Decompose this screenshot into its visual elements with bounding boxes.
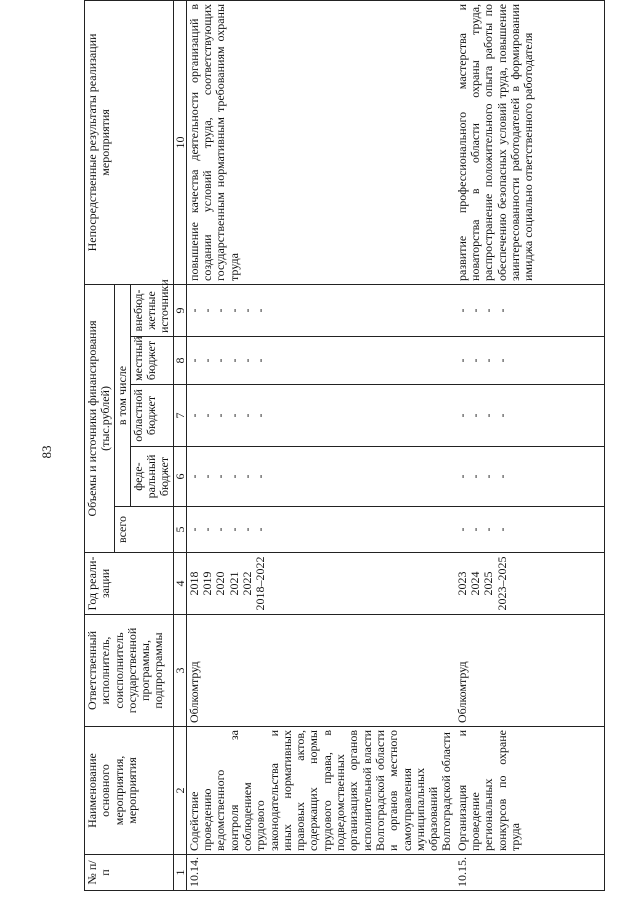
amount-value: - bbox=[494, 413, 509, 418]
amount-value: - bbox=[481, 527, 496, 532]
amount-value: - bbox=[186, 413, 201, 418]
col-number: 7 bbox=[173, 385, 186, 447]
amount-value: - bbox=[239, 527, 254, 532]
amount-value: - bbox=[494, 358, 509, 363]
amount-value: - bbox=[186, 358, 201, 363]
amount-value: - bbox=[454, 308, 469, 313]
header-local: местный бюджет bbox=[130, 337, 173, 385]
header-result: Непосредственные результаты реализации мероприятия bbox=[85, 0, 174, 284]
amount-value: - bbox=[494, 527, 509, 532]
amount-value: - bbox=[239, 474, 254, 479]
amount-value: - bbox=[226, 308, 241, 313]
amount-value: - bbox=[239, 413, 254, 418]
amount-value: - bbox=[253, 308, 268, 313]
extrabudget-cell bbox=[186, 284, 454, 336]
amount-value: - bbox=[454, 358, 469, 363]
year-value: 2022 bbox=[239, 571, 254, 596]
header-federal: феде-ральный бюджет bbox=[130, 447, 173, 507]
amount-value: - bbox=[186, 308, 201, 313]
local-cell bbox=[186, 337, 454, 385]
amount-value: - bbox=[454, 527, 469, 532]
amount-value: - bbox=[186, 474, 201, 479]
amount-value: - bbox=[253, 527, 268, 532]
total-cell bbox=[186, 507, 454, 553]
year-value: 2018 bbox=[186, 571, 201, 596]
amount-value: - bbox=[454, 413, 469, 418]
col-number: 8 bbox=[173, 337, 186, 385]
col-number: 6 bbox=[173, 447, 186, 507]
amount-value: - bbox=[200, 358, 215, 363]
activity-name: Содействие проведению ведомственного контроля за соблюдением трудового законодательства и иных нормативных правовых актов, содержащих нормы трудового права, в подведомственных организациях органов исполнительной власти Волгоградской области и органов местного самоуправления муниципальных образований Волгоградской области bbox=[186, 727, 454, 855]
amount-value: - bbox=[481, 413, 496, 418]
amount-value: - bbox=[226, 413, 241, 418]
header-total: всего bbox=[114, 507, 173, 553]
header-executor: Ответственный исполнитель, соисполнитель государственной программы, подпрограммы bbox=[85, 615, 174, 727]
amount-value: - bbox=[481, 358, 496, 363]
amount-value: - bbox=[494, 474, 509, 479]
rotated-table-page bbox=[84, 1, 560, 891]
amount-value: - bbox=[468, 527, 483, 532]
table-row bbox=[455, 0, 605, 890]
amount-value: - bbox=[200, 474, 215, 479]
expected-result: повышение качества деятельности организаций в создании условий труда, соответствующих государственным нормативным требованиям охраны труда bbox=[186, 0, 454, 284]
amount-value: - bbox=[468, 474, 483, 479]
amount-value: - bbox=[253, 358, 268, 363]
col-number: 1 bbox=[173, 855, 186, 891]
amount-value: - bbox=[253, 474, 268, 479]
amount-value: - bbox=[213, 474, 228, 479]
year-value: 2023–2025 bbox=[494, 556, 509, 611]
amount-value: - bbox=[213, 413, 228, 418]
col-number: 10 bbox=[173, 0, 186, 284]
executor: Облкомтруд bbox=[186, 615, 454, 727]
col-number: 2 bbox=[173, 727, 186, 855]
col-number: 9 bbox=[173, 284, 186, 336]
amount-value: - bbox=[468, 413, 483, 418]
amount-value: - bbox=[239, 358, 254, 363]
amount-value: - bbox=[186, 527, 201, 532]
amount-value: - bbox=[239, 308, 254, 313]
col-number: 3 bbox=[173, 615, 186, 727]
page-number: 83 bbox=[39, 445, 54, 459]
header-year: Год реали-зации bbox=[85, 553, 174, 615]
col-number: 5 bbox=[173, 507, 186, 553]
amount-value: - bbox=[253, 413, 268, 418]
year-value: 2021 bbox=[226, 571, 241, 596]
row-number: 10.14. bbox=[186, 855, 454, 891]
amount-value: - bbox=[481, 474, 496, 479]
expected-result: развитие профессионального мастерства и новаторства в области охраны труда, распространение положительного опыта работы по обеспечению безопасных условий труда, повышение заинтересованности работодателей в формировании имиджа социально ответственного работодателя bbox=[455, 0, 605, 284]
extrabudget-cell bbox=[455, 284, 605, 336]
header-name: Наименование основного мероприятия, мероприятия bbox=[85, 727, 174, 855]
col-number: 4 bbox=[173, 553, 186, 615]
amount-value: - bbox=[226, 527, 241, 532]
federal-cell bbox=[455, 447, 605, 507]
header-num: № п/п bbox=[85, 855, 174, 891]
header-including: в том числе bbox=[114, 284, 130, 506]
year-value: 2025 bbox=[481, 571, 496, 596]
regional-cell bbox=[455, 385, 605, 447]
amount-value: - bbox=[200, 527, 215, 532]
years-cell bbox=[455, 553, 605, 615]
amount-value: - bbox=[226, 358, 241, 363]
amount-value: - bbox=[468, 308, 483, 313]
table-row bbox=[186, 0, 454, 890]
row-number: 10.15. bbox=[455, 855, 605, 891]
federal-cell bbox=[186, 447, 454, 507]
year-value: 2018–2022 bbox=[253, 556, 268, 611]
amount-value: - bbox=[200, 413, 215, 418]
amount-value: - bbox=[213, 527, 228, 532]
amount-value: - bbox=[454, 474, 469, 479]
amount-value: - bbox=[200, 308, 215, 313]
year-value: 2020 bbox=[213, 571, 228, 596]
regional-cell bbox=[186, 385, 454, 447]
local-cell bbox=[455, 337, 605, 385]
executor: Облкомтруд bbox=[455, 615, 605, 727]
amount-value: - bbox=[213, 358, 228, 363]
total-cell bbox=[455, 507, 605, 553]
activity-name: Организация и проведение региональных конкурсов по охране труда bbox=[455, 727, 605, 855]
amount-value: - bbox=[213, 308, 228, 313]
header-volume: Объемы и источники финансирования (тыс.рублей) bbox=[85, 284, 115, 552]
year-value: 2024 bbox=[468, 571, 483, 596]
financing-table bbox=[84, 0, 605, 891]
year-value: 2019 bbox=[200, 571, 215, 596]
header-extrabudget: внебюд-жетные источники bbox=[130, 284, 173, 336]
header-regional: областной бюджет bbox=[130, 385, 173, 447]
amount-value: - bbox=[468, 358, 483, 363]
years-cell bbox=[186, 553, 454, 615]
amount-value: - bbox=[226, 474, 241, 479]
amount-value: - bbox=[494, 308, 509, 313]
year-value: 2023 bbox=[454, 571, 469, 596]
amount-value: - bbox=[481, 308, 496, 313]
